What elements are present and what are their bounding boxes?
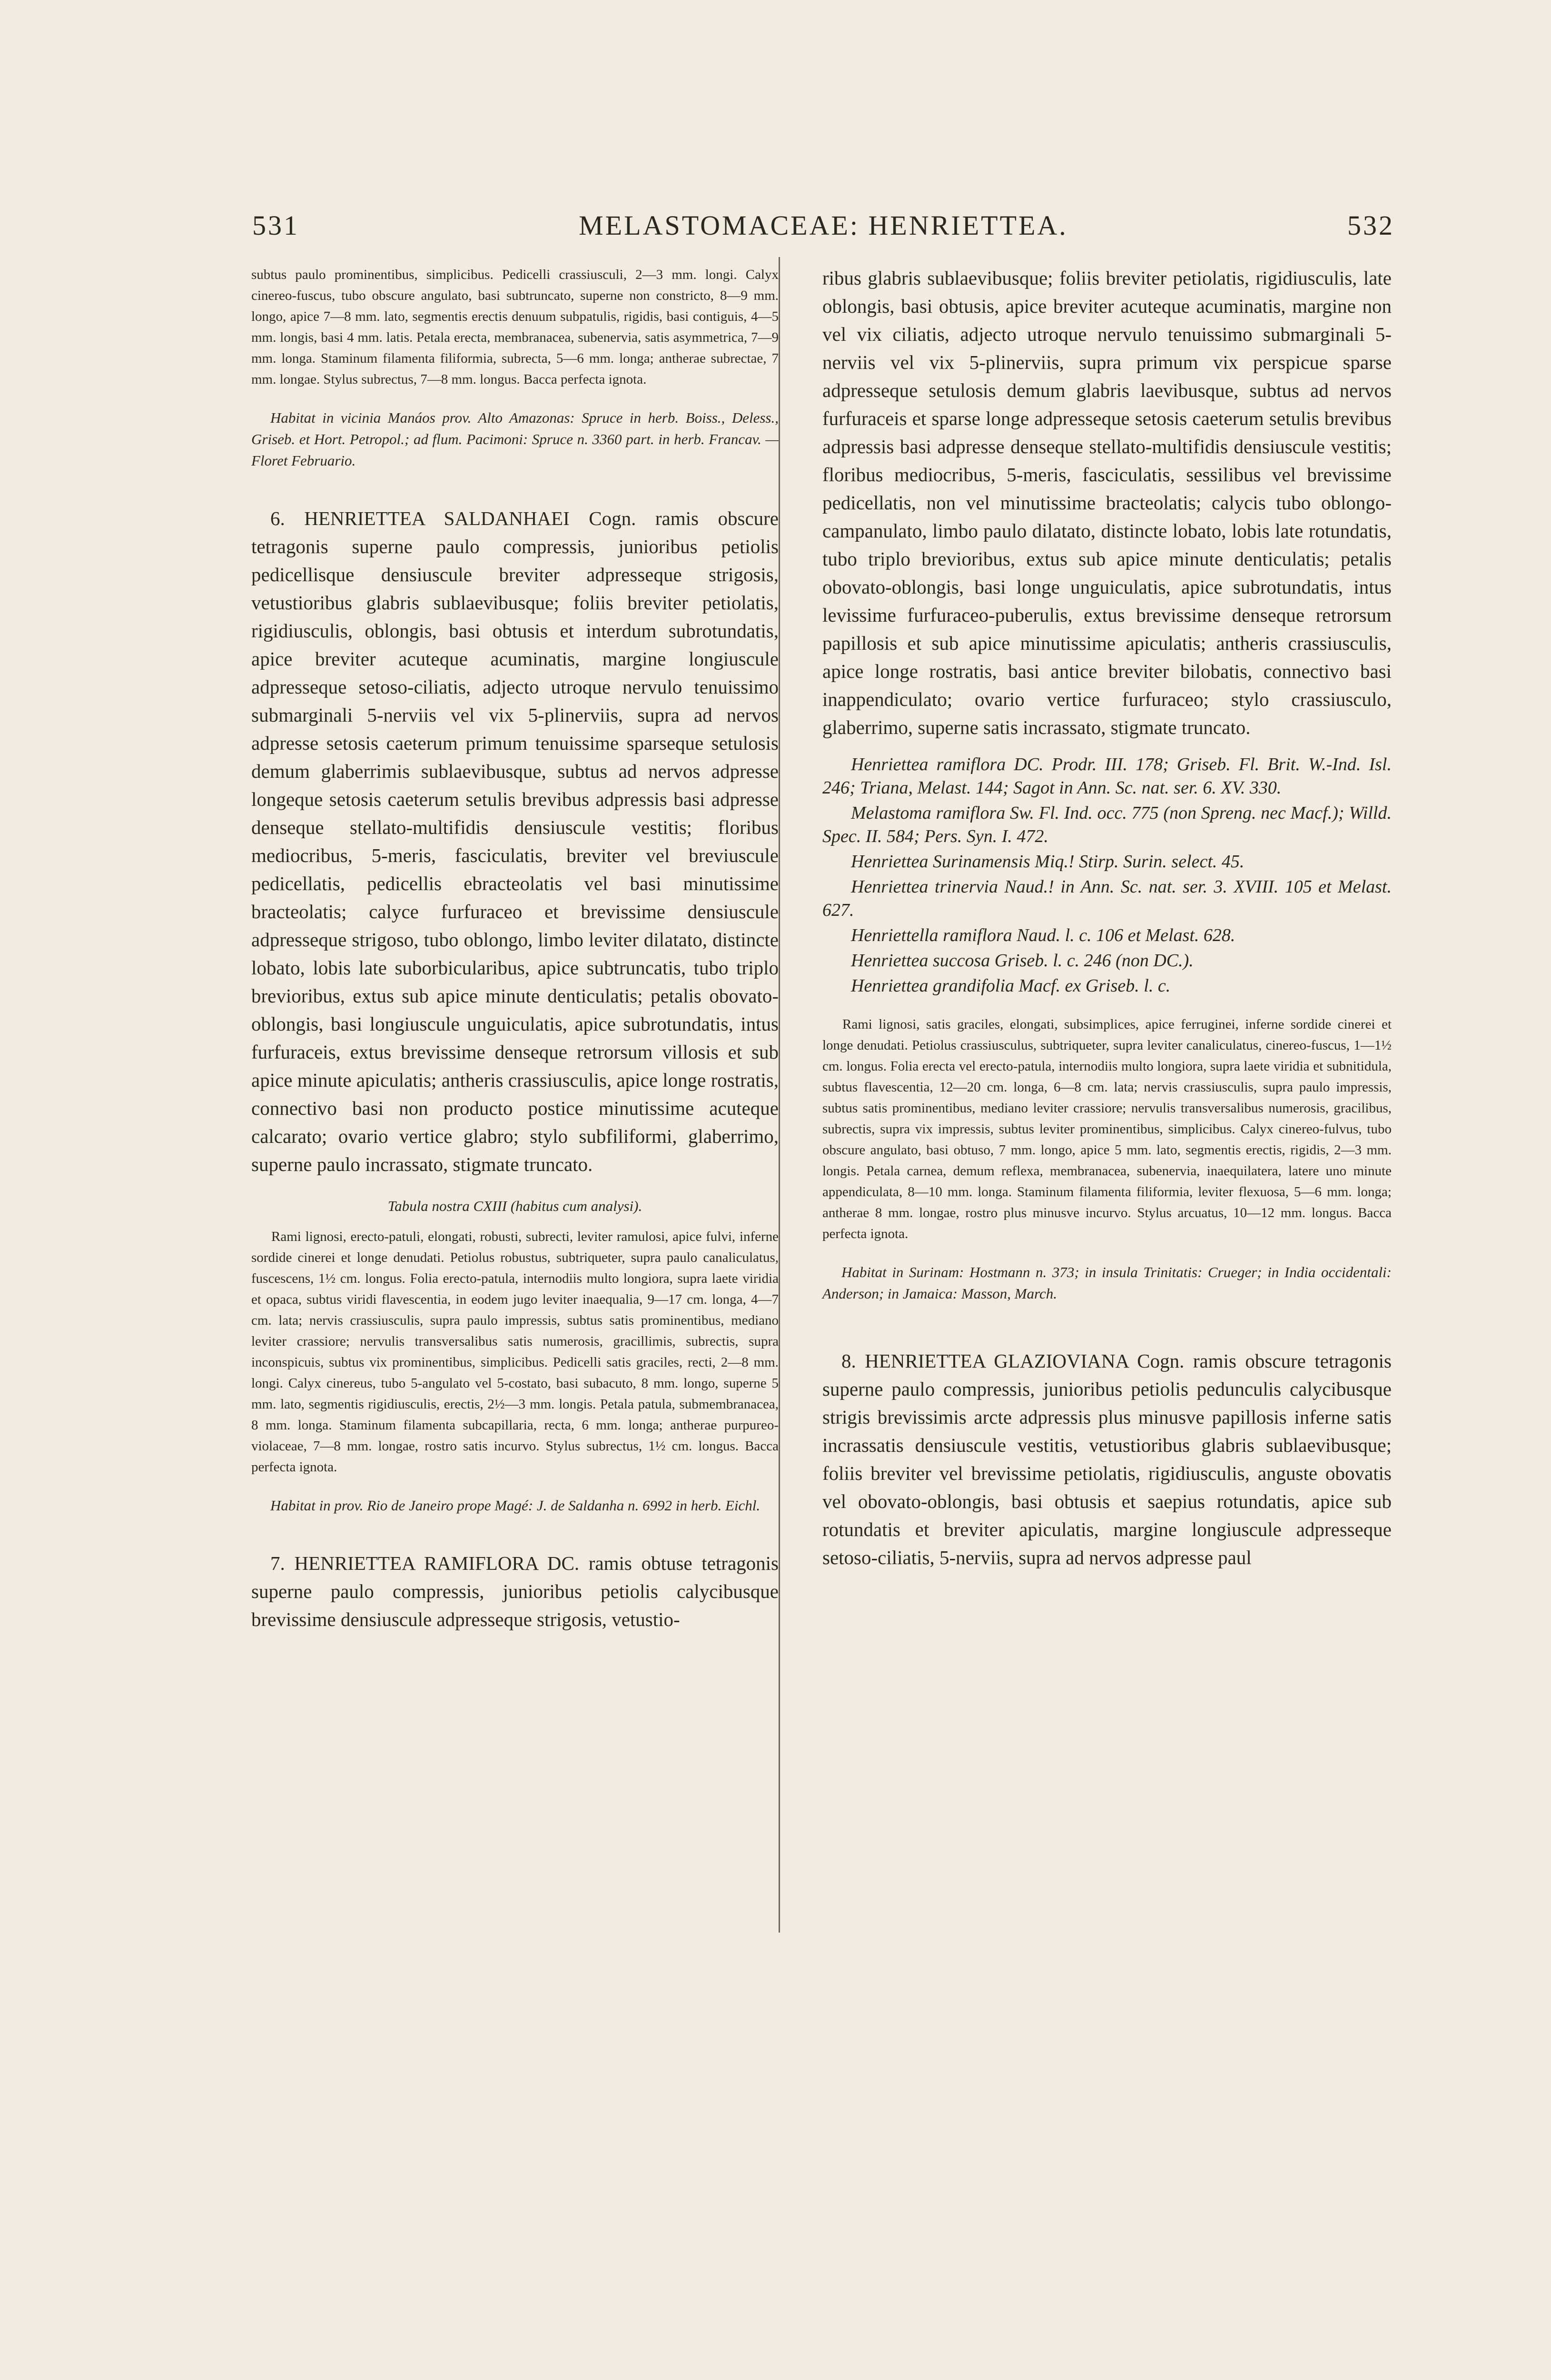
synonym-citation: Henriettea grandifolia Macf. ex Griseb. l. c. [851,976,1171,996]
right-column [822,264,1392,1572]
page-number-left: 531 [252,210,299,241]
habitat-note: Habitat in prov. Rio de Janeiro prope Magé: J. de Saldanha n. 6992 in herb. Eichl. [270,1497,761,1514]
species-7-description: Rami lignosi, satis graciles, elongati, subsimplices, apice ferruginei, inferne sordide cinerei et longe denudati. Petiolus crassiusculus, subtriqueter, supra leviter canaliculatus, cinereo-fuscus, 1—1½ cm. longus. Folia erecta vel erecto-patula, internodiis multo longiora, supra laete viridia et subnitidula, subtus flavescentia, 12—20 cm. longa, 6—8 cm. lata; nervis crassiusculis, supra paulo impressis, subtus satis prominentibus, mediano leviter crassiore; nervulis transversalibus numerosis, gracilibus, subrectis, supra vix impressis, subtus leviter prominentibus, simplicibus. Calyx cinereo-fulvus, tubo obscure angulato, basi obtuso, 7 mm. longo, apice 5 mm. lato, segmentis erectis, rigidis, 2—3 mm. longis. Petala carnea, demum reflexa, membranacea, subenervia, inaequilatera, latere uno minute appendiculata, 8—10 mm. longa. Staminum filamenta filiformia, leviter flexuosa, 5—6 mm. longa; antherae 8 mm. longae, rostro plus minusve incurvo. Stylus arcuatus, 10—12 mm. longus. Bacca perfecta ignota. [822,1017,1392,1241]
species-8-diagnosis: 8. HENRIETTEA GLAZIOVIANA Cogn. ramis obscure tetragonis superne paulo compressis, junioribus petiolis pedunculis calycibusque strigis brevissimis arcte adpressis plus minusve papillosis inferne satis incrassatis densiuscule vestitis, vetustioribus glabris sublaevibusque; foliis breviter vel brevissime petiolatis, rigidiusculis, anguste obovatis vel obovato-oblongis, basi obtusis et saepius rotundatis, apice sub rotundatis et breviter apiculatis, margine longiuscule adpresseque setoso-ciliatis, 5-nerviis, supra ad nervos adpresse paul [822,1350,1392,1568]
species-6-description: Rami lignosi, erecto-patuli, elongati, robusti, subrecti, leviter ramulosi, apice fulvi, inferne sordide cinerei et longe denudati. Petiolus robustus, subtriqueter, supra paulo canaliculatus, fuscescens, 1½ cm. longus. Folia erecto-patula, internodiis multo longiora, supra laete viridia et opaca, subtus viridi flavescentia, in eodem jugo leviter inaequalia, 9—17 cm. longa, 4—7 cm. lata; nervis crassiusculis, supra paulo impressis, subtus satis prominentibus, mediano leviter crassiore; nervulis transversalibus satis numerosis, gracillimis, subrectis, supra inconspicuis, subtus vix prominentibus, simplicibus. Pedicelli satis graciles, recti, 2—8 mm. longi. Calyx cinereus, tubo 5-angulato vel 5-costato, basi subacuto, 8 mm. longo, superne 5 mm. lato, segmentis rigidiusculis, erectis, 2½—3 mm. longis. Petala patula, submembranacea, 8 mm. longa. Staminum filamenta subcapillaria, recta, 6 mm. longa; antherae purpureo-violaceae, 7—8 mm. longae, rostro satis incurvo. Stylus subrectus, 1½ cm. longus. Bacca perfecta ignota. [251,1229,779,1475]
synonymy-list [822,753,1392,998]
species-6-diagnosis: 6. HENRIETTEA SALDANHAEI Cogn. ramis obscure tetragonis superne paulo compressis, junioribus petiolis pedicellisque densiuscule breviter adpresseque strigosis, vetustioribus glabris sublaevibusque; foliis breviter petiolatis, rigidiusculis, oblongis, basi obtusis et interdum subrotundatis, apice breviter acuteque acuminatis, margine longiuscule adpresseque setoso-ciliatis, adjecto utroque nervulo tenuissimo submarginali 5-nerviis vel vix 5-plinerviis, supra ad nervos adpresse setosis caeterum primum tenuissime sparseque setulosis demum glaberrimis sublaevibusque, subtus ad nervos adpresse longeque setosis caeterum setulis brevibus adpressis basi adpresse denseque stellato-multifidis densiuscule vestitis; floribus mediocribus, 5-meris, fasciculatis, breviter vel breviuscule pedicellatis, pedicellis ebracteolatis vel basi minutissime bracteolatis; calyce furfuraceo et brevissime densiuscule adpresseque strigoso, tubo oblongo, limbo leviter dilatato, distincte lobato, lobis late suborbicularibus, apice subtruncatis, tubo triplo brevioribus, extus sub apice minute denticulatis; petalis obovato-oblongis, basi longiuscule unguiculatis, apice subrotundatis, intus furfuraceis, extus brevissime denseque retrorsum villosis et sub apice minute apiculatis; antheris crassiusculis, apice longe rostratis, connectivo basi non producto postice minutissime acuteque calcarato; ovario vertice glabro; stylo subfiliformi, glaberrimo, superne paulo incrassato, stigmate truncato. [251,507,779,1175]
species-7-diagnosis: 7. HENRIETTEA RAMIFLORA DC. ramis obtuse tetragonis superne paulo compressis, junioribus petiolis calycibusque brevissime densiuscule adpresseque strigosis, vetustio- [251,1552,779,1630]
synonym-citation: Henriettella ramiflora Naud. l. c. 106 et Melast. 628. [851,925,1235,945]
plate-reference: Tabula nostra CXIII (habitus cum analysi). [387,1198,642,1214]
column-divider [779,257,780,1933]
synonym-citation: Henriettea trinervia Naud.! in Ann. Sc. nat. ser. 3. XVIII. 105 et Melast. 627. [822,877,1392,920]
left-column [251,264,779,1634]
page-header [252,209,1394,243]
habitat-note: Habitat in Surinam: Hostmann n. 373; in insula Trinitatis: Crueger; in India occidentali: Anderson; in Jamaica: Masson, March. [822,1264,1392,1302]
species-7-diagnosis-continued: ribus glabris sublaevibusque; foliis breviter petiolatis, rigidiusculis, late oblongis, basi obtusis, apice breviter acuteque acuminatis, margine non vel vix ciliatis, adjecto utroque nervulo tenuissimo submarginali 5-nerviis vel vix 5-plinerviis, supra primum vix perspicue sparse adpresseque setulosis demum glabris laevibusque, subtus ad nervos furfuraceis et sparse longe adpresseque setosis caeterum setulis brevibus adpressis basi adpresse denseque stellato-multifidis densiuscule vestitis; floribus mediocribus, 5-meris, fasciculatis, sessilibus vel brevissime pedicellatis, non vel minutissime bracteolatis; calycis tubo oblongo-campanulato, limbo paulo dilatato, distincte lobato, lobis late rotundatis, tubo triplo brevioribus, extus sub apice minute denticulatis; petalis obovato-oblongis, basi longe unguiculatis, apice subrotundatis, intus levissime furfuraceo-puberulis, extus brevissime denseque retrorsum papillosis et sub apice minutissime apiculatis; antheris crassiusculis, apice longe rostratis, basi antice breviter bilobatis, connectivo basi inappendiculato; ovario vertice furfuraceo; stylo crassiusculo, glaberrimo, superne satis incrassato, stigmate truncato. [822,267,1392,738]
synonym-citation: Henriettea succosa Griseb. l. c. 246 (non DC.). [851,951,1194,971]
synonym-citation: Melastoma ramiflora Sw. Fl. Ind. occ. 775 (non Spreng. nec Macf.); Willd. Spec. II. 584; Pers. Syn. I. 472. [822,803,1392,846]
page-number-right: 532 [1347,210,1394,241]
running-title: MELASTOMACEAE: HENRIETTEA. [579,210,1068,241]
synonym-citation: Henriettea Surinamensis Miq.! Stirp. Surin. select. 45. [851,852,1245,872]
synonym-citation: Henriettea ramiflora DC. Prodr. III. 178; Griseb. Fl. Brit. W.-Ind. Isl. 246; Triana, Melast. 144; Sagot in Ann. Sc. nat. ser. 6. XV. 330. [822,754,1392,798]
habitat-note: Habitat in vicinia Manáos prov. Alto Amazonas: Spruce in herb. Boiss., Deless., Griseb. et Hort. Petropol.; ad flum. Pacimoni: Spruce n. 3360 part. in herb. Francav. — Floret Februario. [251,409,779,469]
description-continued: subtus paulo prominentibus, simplicibus. Pedicelli crassiusculi, 2—3 mm. longi. Calyx cinereo-fuscus, tubo obscure angulato, basi subtruncato, superne non constricto, 8—9 mm. longo, apice 7—8 mm. lato, segmentis erectis denuum subpatulis, rigidis, basi contiguis, 4—5 mm. longis, basi 4 mm. latis. Petala erecta, membranacea, subenervia, satis asymmetrica, 7—9 mm. longa. Staminum filamenta filiformia, subrecta, 5—6 mm. longa; antherae subrectae, 7 mm. longae. Stylus subrectus, 7—8 mm. longus. Bacca perfecta ignota. [251,267,779,387]
